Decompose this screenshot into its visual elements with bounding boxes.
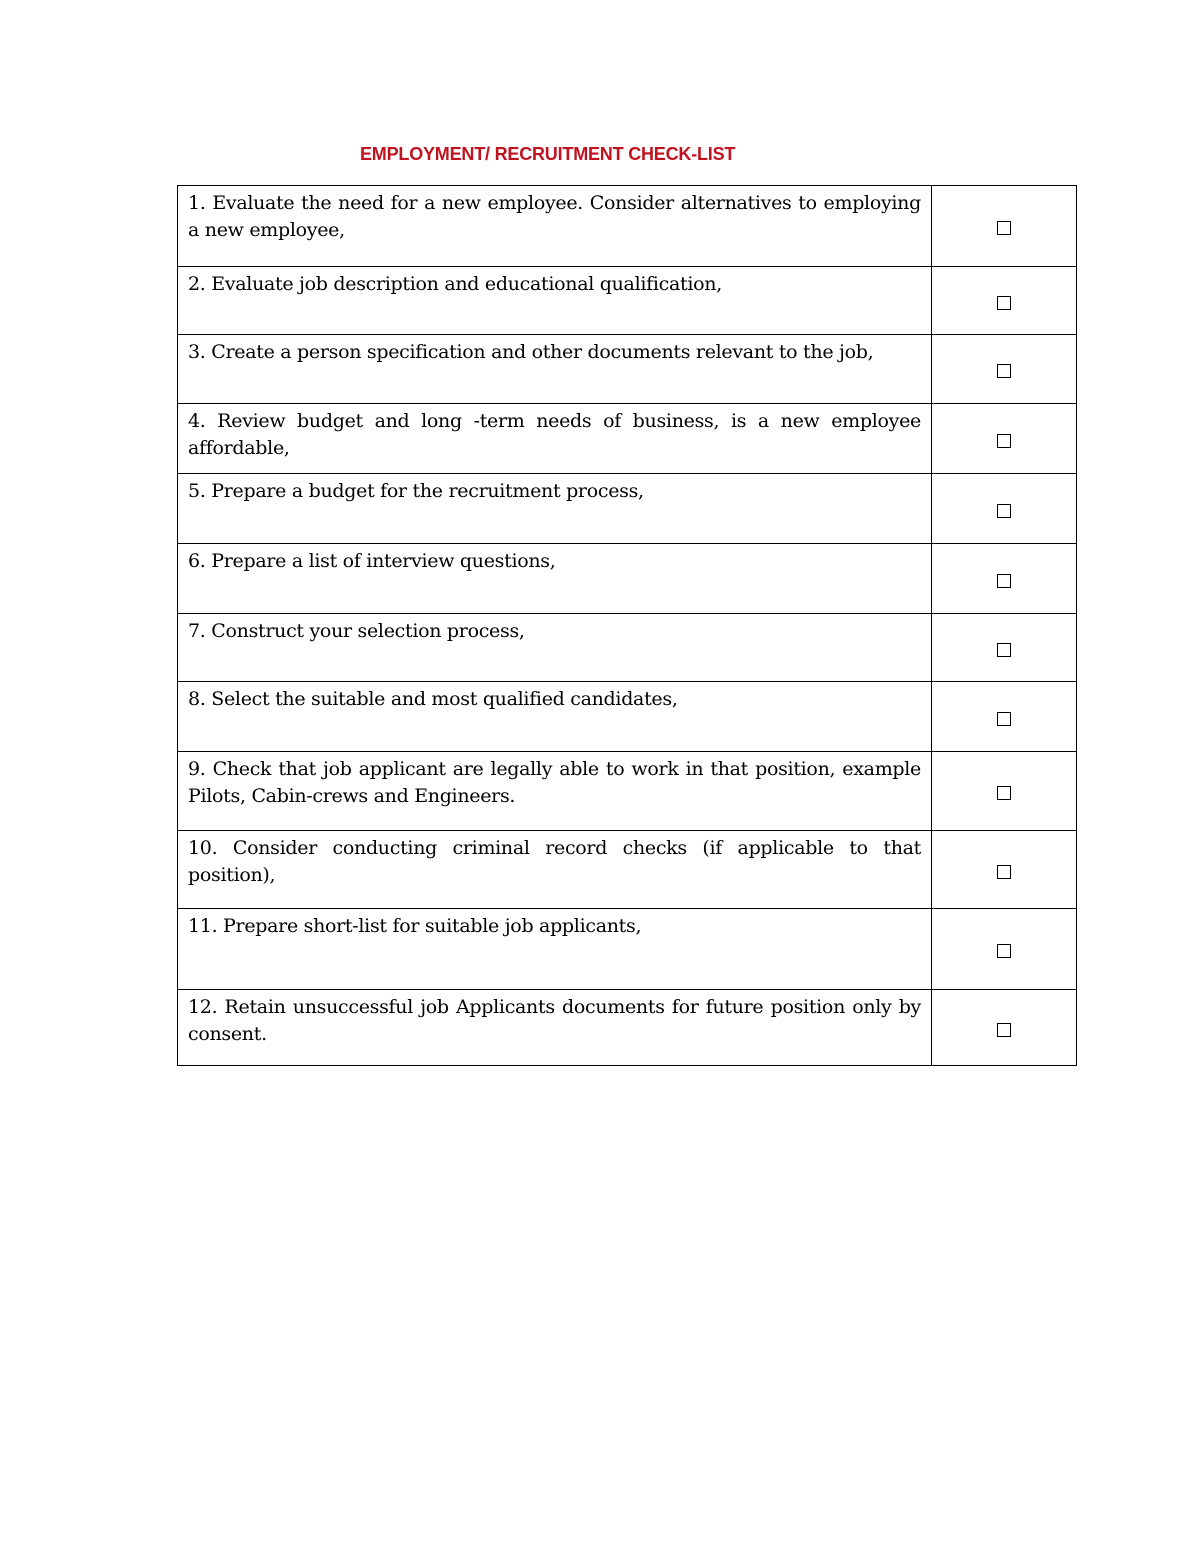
checklist-item-cell (932, 909, 1077, 990)
checklist-item-text: 9. Check that job applicant are legally able to work in that position, example Pilots, Cabin-crews and Engineers. (178, 752, 932, 831)
checkbox[interactable] (997, 574, 1011, 588)
checklist-row (178, 404, 1077, 474)
checklist-row (178, 267, 1077, 335)
checklist-row (178, 614, 1077, 682)
checklist-item-cell (932, 682, 1077, 752)
checklist-item-cell (932, 335, 1077, 404)
checkbox[interactable] (997, 364, 1011, 378)
checklist-item-text: 1. Evaluate the need for a new employee. Consider alternatives to employing a new employee, (178, 186, 932, 267)
checklist-item-text: 4. Review budget and long -term needs of business, is a new employee affordable, (178, 404, 932, 474)
checkbox[interactable] (997, 712, 1011, 726)
checkbox[interactable] (997, 221, 1011, 235)
checkbox[interactable] (997, 786, 1011, 800)
checklist-row (178, 752, 1077, 831)
checklist-row (178, 990, 1077, 1066)
checklist-item-text: 8. Select the suitable and most qualified candidates, (178, 682, 932, 752)
checkbox[interactable] (997, 296, 1011, 310)
checklist-item-text: 5. Prepare a budget for the recruitment process, (178, 474, 932, 544)
checklist-item-cell (932, 544, 1077, 614)
checkbox[interactable] (997, 1023, 1011, 1037)
checklist-item-text: 12. Retain unsuccessful job Applicants documents for future position only by consent. (178, 990, 932, 1066)
checklist-item-text: 7. Construct your selection process, (178, 614, 932, 682)
checklist-item-cell (932, 474, 1077, 544)
checklist-item-cell (932, 990, 1077, 1066)
checklist-item-cell (932, 186, 1077, 267)
checkbox[interactable] (997, 944, 1011, 958)
checklist-item-text: 6. Prepare a list of interview questions, (178, 544, 932, 614)
checklist-item-text: 11. Prepare short-list for suitable job applicants, (178, 909, 932, 990)
checklist-table (177, 185, 1077, 1066)
checklist-item-text: 10. Consider conducting criminal record checks (if applicable to that position), (178, 831, 932, 909)
checklist-item-cell (932, 614, 1077, 682)
checkbox[interactable] (997, 865, 1011, 879)
checklist-row (178, 474, 1077, 544)
checklist-row (178, 831, 1077, 909)
checkbox[interactable] (997, 504, 1011, 518)
checklist-row (178, 909, 1077, 990)
checklist-item-text: 3. Create a person specification and other documents relevant to the job, (178, 335, 932, 404)
checklist-item-cell (932, 404, 1077, 474)
checklist-row (178, 335, 1077, 404)
checklist-item-cell (932, 831, 1077, 909)
checkbox[interactable] (997, 643, 1011, 657)
page-title: EMPLOYMENT/ RECRUITMENT CHECK-LIST (360, 144, 736, 164)
checklist-item-text: 2. Evaluate job description and educational qualification, (178, 267, 932, 335)
checklist-item-cell (932, 752, 1077, 831)
checklist-row (178, 682, 1077, 752)
checkbox[interactable] (997, 434, 1011, 448)
checklist-row (178, 544, 1077, 614)
checklist-item-cell (932, 267, 1077, 335)
checklist-row (178, 186, 1077, 267)
